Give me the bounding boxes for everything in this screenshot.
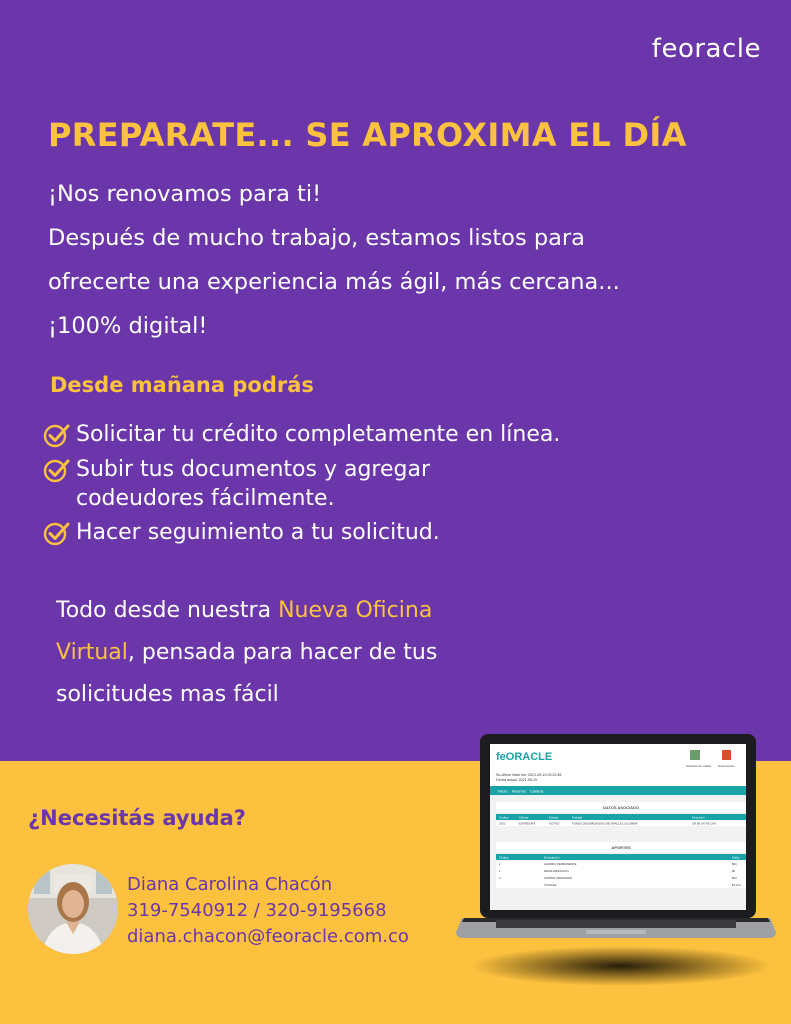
check-circle-icon xyxy=(42,455,72,485)
check-circle-icon xyxy=(42,518,72,548)
screen-session-line: Fecha actual: 2021-05-19 xyxy=(496,778,537,782)
intro-line: ofrecerte una experiencia más ágil, más cercana... xyxy=(48,269,620,295)
laptop-illustration xyxy=(456,734,776,994)
screen-cell: $00 xyxy=(732,876,737,880)
feature-text: Solicitar tu crédito completamente en línea. xyxy=(76,422,561,447)
screen-icon-label: Documentos xyxy=(718,764,735,768)
screen-col-header: Dirección xyxy=(692,815,705,820)
contact-info xyxy=(127,872,409,950)
screen-cell: APORTE ORDINARIO xyxy=(544,876,573,880)
avatar xyxy=(28,864,118,954)
laptop-trackpad xyxy=(586,930,646,934)
closing-part2: , pensada para hacer de tus solicitudes mas fácil xyxy=(56,640,438,707)
feature-item xyxy=(42,420,682,450)
feature-item xyxy=(42,518,682,548)
headline: PREPARATE... SE APROXIMA EL DÍA xyxy=(48,116,687,154)
documents-icon xyxy=(722,750,731,760)
contact-email[interactable]: diana.chacon@feoracle.com.co xyxy=(127,926,409,947)
screen-cell: $00 xyxy=(732,862,737,866)
screen-col-header: Código xyxy=(499,815,509,820)
contact-name: Diana Carolina Chacón xyxy=(127,874,333,895)
screen-col-header: Estado xyxy=(549,815,559,820)
screen-section-title: APORTES xyxy=(611,845,631,850)
intro-line: Después de mucho trabajo, estamos listos para xyxy=(48,225,585,251)
feature-item xyxy=(42,455,682,513)
intro-line: ¡100% digital! xyxy=(48,313,208,339)
screen-nav-item: Inicio xyxy=(498,788,508,794)
screen-nav-bar xyxy=(490,786,746,795)
screen-cell: 1 xyxy=(499,869,501,873)
avatar-photo xyxy=(28,864,118,954)
screen-cell: 1 xyxy=(499,862,501,866)
screen-col-header: Entidad xyxy=(572,815,583,820)
screen-section-title: DATOS ASOCIADO xyxy=(602,805,640,810)
screen-cell: 4 xyxy=(499,876,501,880)
feature-list xyxy=(42,420,682,553)
screen-nav-item: Ahorros xyxy=(512,788,527,794)
screen-session-line: Su ultimo inicio fue: 2021-05-19 02:22:45 xyxy=(496,773,562,777)
screen-cell: 2301 xyxy=(499,821,506,826)
screen-cell: ESTRIDORA xyxy=(519,821,536,826)
virtual-office-highlight: Nueva Oficina Virtual xyxy=(56,598,433,665)
laptop-shadow xyxy=(471,946,771,986)
features-subhead: Desde mañana podrás xyxy=(50,373,314,397)
screen-icon-label: Solicitud de crédito xyxy=(686,764,712,768)
screen-logo: feORACLE xyxy=(496,751,553,763)
screen-col-header: Saldo xyxy=(732,855,740,860)
screen-col-header: Cliente xyxy=(519,815,529,820)
screen-cell: TOTALES xyxy=(544,883,557,887)
screen-col-header: Código xyxy=(499,855,509,860)
feature-text: Hacer seguimiento a tu solicitud. xyxy=(76,520,440,545)
contact-phones[interactable]: 319-7540912 / 320-9195668 xyxy=(127,900,387,921)
screen-nav-item: Cartera xyxy=(530,788,544,794)
closing-part1: Todo desde nuestra xyxy=(56,598,279,623)
screen-cell: AHORRO PERMANENTE xyxy=(544,862,577,866)
brand-logo: feoracle xyxy=(651,34,761,64)
intro-text xyxy=(48,172,748,348)
screen-cell: $1.273 xyxy=(732,883,741,887)
laptop-keyboard xyxy=(496,920,736,928)
feature-text: Subir tus documentos y agregar codeudores fácilmente. xyxy=(76,457,431,511)
help-title: ¿Necesitás ayuda? xyxy=(28,806,246,830)
credit-request-icon xyxy=(690,750,700,760)
intro-line: ¡Nos renovamos para ti! xyxy=(48,181,322,207)
screen-cell: $0 xyxy=(732,869,736,873)
screen-cell: CR 85 147 86 CA 8 xyxy=(692,821,717,826)
closing-text xyxy=(56,590,516,716)
screen-col-header: Descripción xyxy=(544,855,560,860)
screen-cell: FONDO DE EMPLEADOS DE ORACLE COLOMBIA xyxy=(572,821,638,826)
screen-cell: ACTIVO xyxy=(549,821,560,826)
check-circle-icon xyxy=(42,420,72,450)
screen-cell: REVALORIZACION xyxy=(544,869,569,873)
